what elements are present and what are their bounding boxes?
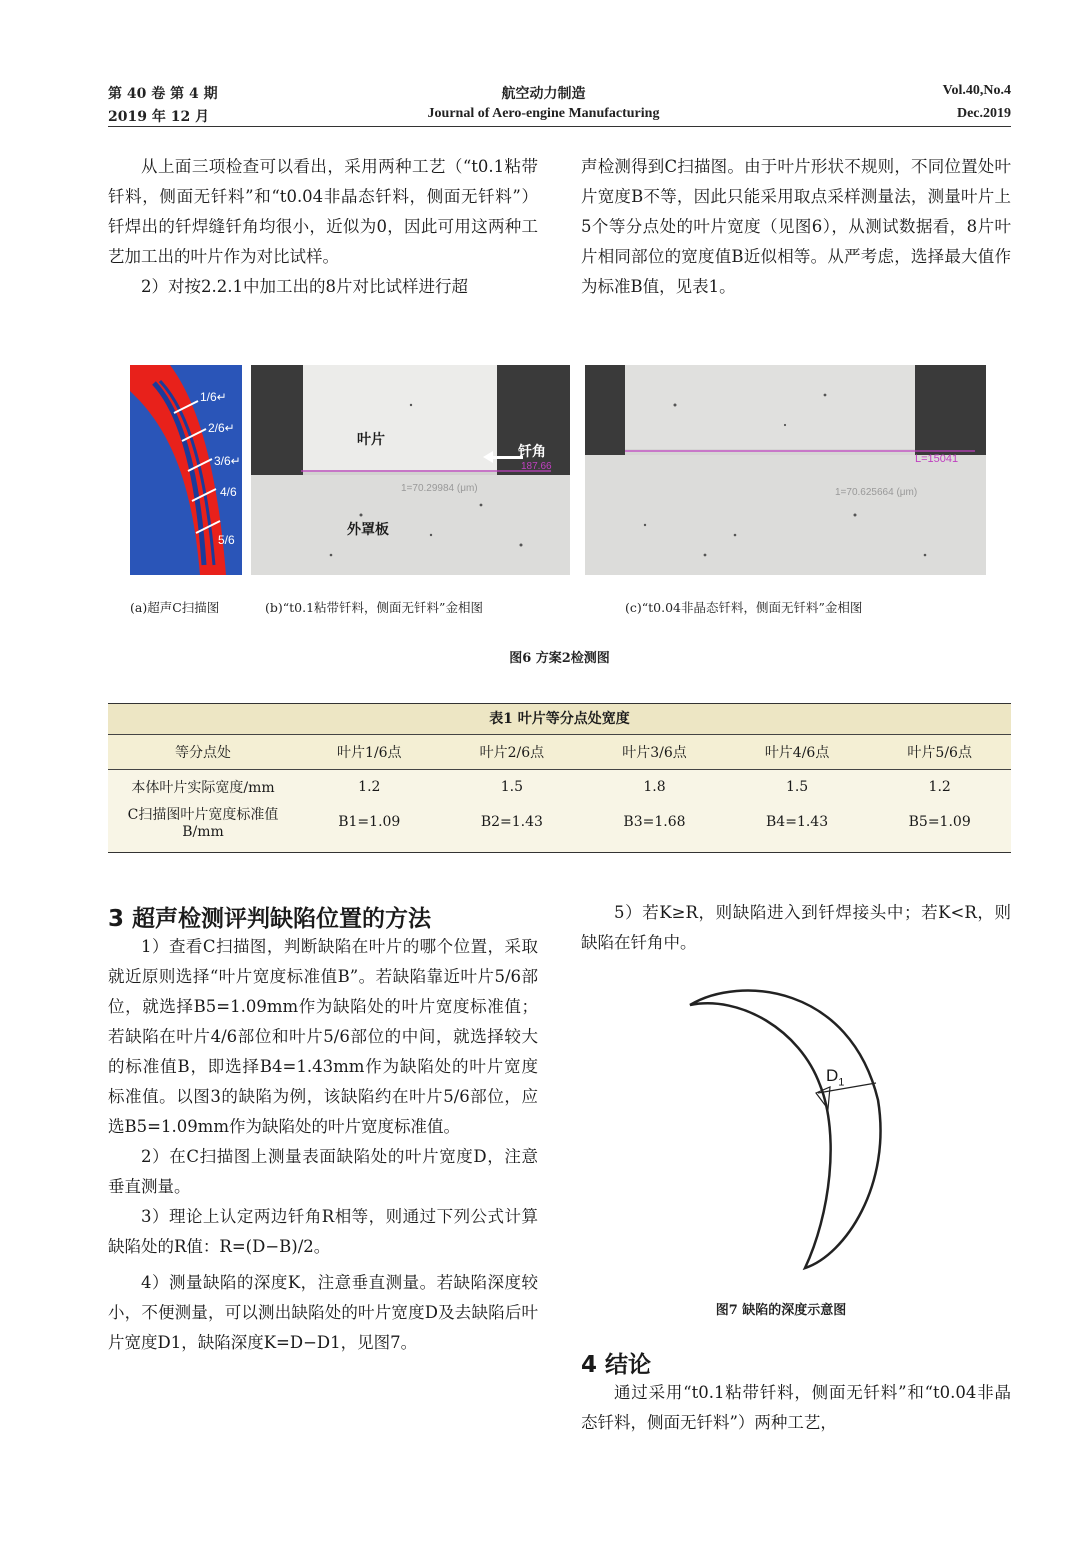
paragraph: 声检测得到C扫描图。由于叶片形状不规则，不同位置处叶片宽度B不等，因此只能采用取点采样测量法，测量叶片上5个等分点处的叶片宽度（见图6），从测试数据看，8片叶片相同部位的宽度值B近似相等。从严考虑，选择最大值作为标准B值，见表1。	[581, 157, 1011, 296]
header-cell: 叶片3/6点	[583, 735, 726, 770]
table-row	[108, 804, 1011, 840]
metallograph-c	[585, 365, 986, 575]
arrowhead-icon	[483, 451, 493, 463]
label-d1	[826, 1066, 844, 1088]
label-blade: 叶片	[357, 432, 385, 448]
table1	[108, 703, 1011, 853]
right-para-5	[581, 898, 1011, 958]
paragraph: 4）测量缺陷的深度K，注意垂直测量。若缺陷深度较小，不便测量，可以测出缺陷处的叶片宽度D及去缺陷后叶片宽度D1，缺陷深度K=D−D1，见图7。	[108, 1273, 538, 1352]
section4-title: 4 结论	[581, 1352, 652, 1378]
top-right-column	[581, 152, 1011, 302]
overlay-text-c: 1=70.625664 (μm)	[835, 487, 918, 498]
header-cell: 叶片1/6点	[298, 735, 441, 770]
paragraph: 3）理论上认定两边钎角R相等，则通过下列公式计算缺陷处的R值：R=(D−B)/2。	[108, 1207, 538, 1256]
table-cell: 1.2	[868, 770, 1011, 805]
overlay-text-b: 1=70.29984 (μm)	[401, 483, 478, 494]
paragraph: 2）对按2.2.1中加工出的8片对比试样进行超	[141, 277, 468, 296]
header-cell: 等分点处	[108, 735, 298, 770]
figure6-caption-a: (a)超声C扫描图	[130, 600, 220, 615]
table-cell: B4=1.43	[726, 804, 869, 840]
measure-value-c: L=15041	[915, 453, 959, 465]
table-cell: 1.2	[298, 770, 441, 805]
paragraph: 2）在C扫描图上测量表面缺陷处的叶片宽度D，注意垂直测量。	[108, 1147, 538, 1196]
label-fillet: 钎角	[518, 444, 546, 460]
table-cell: 本体叶片实际宽度/mm	[108, 770, 298, 805]
header-date: 2019 年 12 月	[108, 109, 210, 125]
figure6-title: 图6 方案2检测图	[509, 651, 610, 666]
table-cell: B3=1.68	[583, 804, 726, 840]
measure-value-b: 187.66	[521, 461, 552, 472]
header-volume-issue: 第 40 卷 第 4 期	[108, 86, 218, 102]
section4-body	[581, 1378, 1011, 1438]
scan-label-1-6: 1/6↵	[200, 390, 227, 404]
header-dec: Dec.2019	[956, 106, 1011, 121]
label-outer-plate: 外罩板	[347, 522, 389, 538]
table-header-row	[108, 735, 1011, 770]
table-cell: 1.5	[726, 770, 869, 805]
section3-title: 3 超声检测评判缺陷位置的方法	[108, 906, 432, 932]
header-vol-no: Vol.40,No.4	[942, 83, 1011, 98]
figure7-caption: 图7 缺陷的深度示意图	[715, 1303, 847, 1318]
table-cell: C扫描图叶片宽度标准值B/mm	[108, 804, 298, 840]
label-d: D	[826, 1066, 839, 1085]
scan-label-3-6: 3/6↵	[214, 454, 241, 468]
section3-body	[108, 932, 538, 1358]
fillet-arrow-icon	[491, 456, 523, 459]
scan-label-4-6: 4/6	[220, 485, 237, 499]
table-cell: 1.5	[441, 770, 584, 805]
table-cell: B2=1.43	[441, 804, 584, 840]
figure7-crescent-diagram	[680, 985, 890, 1275]
table-row	[108, 770, 1011, 805]
scan-label-5-6: 5/6	[218, 533, 235, 547]
figure6-caption-c: (c)“t0.04非晶态钎料，侧面无钎料”金相图	[625, 600, 863, 615]
c-scan-image	[130, 365, 242, 575]
table1-title: 表1 叶片等分点处宽度	[108, 703, 1011, 734]
paragraph: 从上面三项检查可以看出，采用两种工艺（“t0.1粘带钎料，侧面无钎料”和“t0.04非晶态钎料，侧面无钎料”）钎焊出的钎焊缝钎角均很小，近似为0，因此可用这两种工艺加工出的叶片作为对比试样。	[108, 157, 538, 266]
table-cell: B1=1.09	[298, 804, 441, 840]
metallograph-b	[251, 365, 570, 575]
header-rule	[108, 126, 1011, 127]
top-left-column	[108, 152, 538, 302]
paragraph: 5）若K≥R，则缺陷进入到钎焊接头中；若K<R，则缺陷在钎角中。	[581, 903, 1011, 952]
table-cell: 1.8	[583, 770, 726, 805]
header-cell: 叶片4/6点	[726, 735, 869, 770]
scan-label-2-6: 2/6↵	[208, 421, 235, 435]
table1-grid	[108, 734, 1011, 852]
header-cell: 叶片5/6点	[868, 735, 1011, 770]
header-journal-en: Journal of Aero-engine Manufacturing	[427, 106, 660, 121]
table-cell: B5=1.09	[868, 804, 1011, 840]
header-cell: 叶片2/6点	[441, 735, 584, 770]
paragraph: 通过采用“t0.1粘带钎料，侧面无钎料”和“t0.04非晶态钎料，侧面无钎料”）两种工艺，	[581, 1383, 1011, 1432]
label-d-subscript: 1	[838, 1076, 845, 1089]
header-journal-cn: 航空动力制造	[501, 86, 586, 102]
paragraph: 1）查看C扫描图，判断缺陷在叶片的哪个位置，采取就近原则选择“叶片宽度标准值B”。若缺陷靠近叶片5/6部位，就选择B5=1.09mm作为缺陷处的叶片宽度标准值；若缺陷在叶片4/6部位和叶片5/6部位的中间，就选择较大的标准值B，即选择B4=1.43mm作为缺陷处的叶片宽度标准值。以图3的缺陷为例，该缺陷约在叶片5/6部位，应选B5=1.09mm作为缺陷处的叶片宽度标准值。	[108, 937, 538, 1136]
table-spacer-row	[108, 840, 1011, 852]
figure6-caption-b: (b)“t0.1粘带钎料，侧面无钎料”金相图	[265, 600, 483, 615]
